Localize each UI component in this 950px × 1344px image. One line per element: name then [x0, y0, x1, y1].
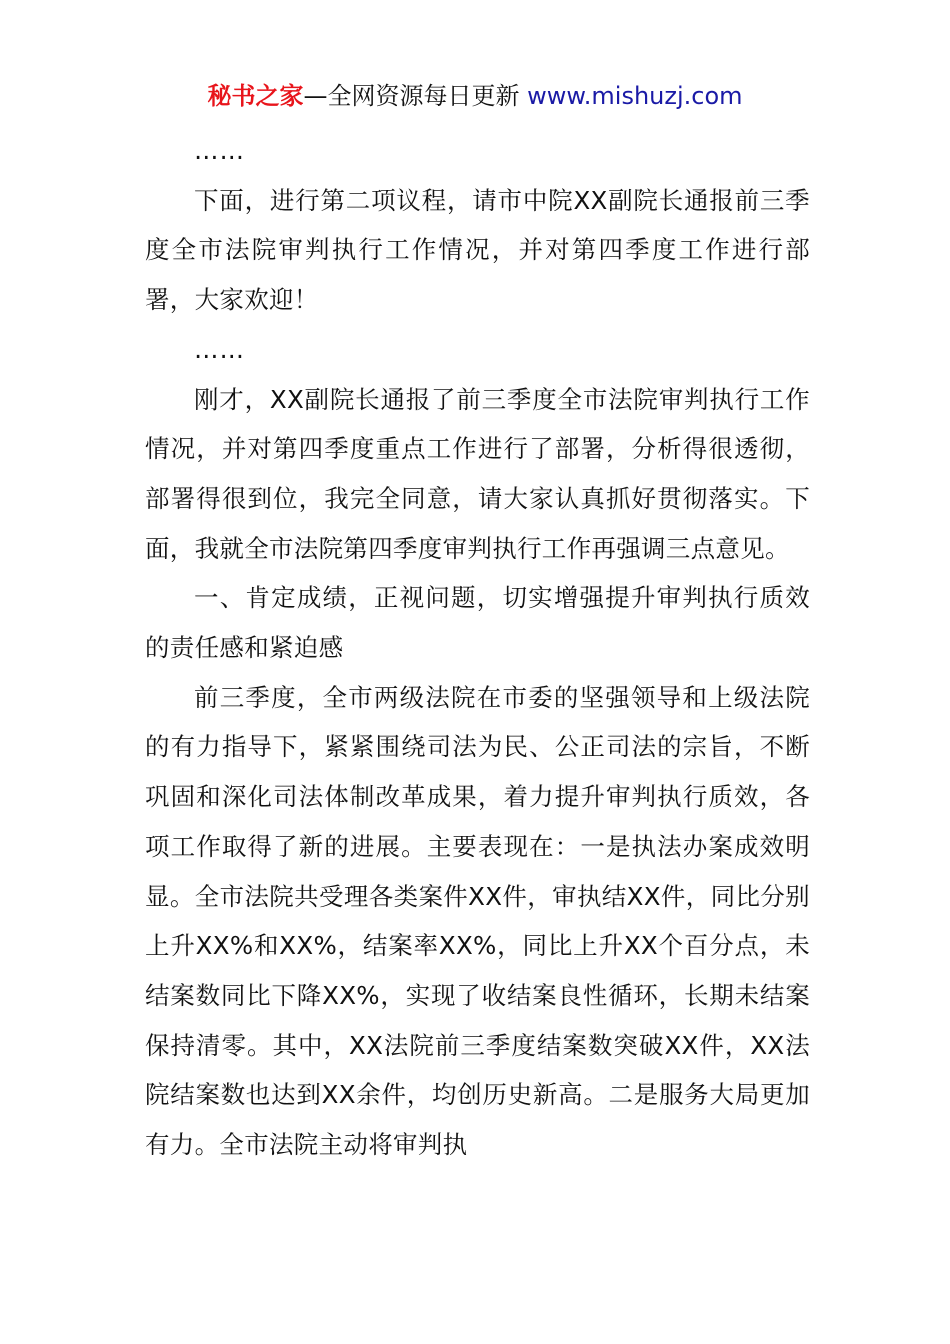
document-body	[145, 126, 810, 1170]
body-paragraph: 下面，进行第二项议程，请市中院XX副院长通报前三季度全市法院审判执行工作情况，并对第四季度工作进行部署，大家欢迎！	[145, 185, 810, 315]
site-tagline: —全网资源每日更新	[303, 82, 520, 110]
section-heading: 一、肯定成绩，正视问题，切实增强提升审判执行质效的责任感和紧迫感	[145, 583, 810, 663]
body-paragraph: 刚才，XX副院长通报了前三季度全市法院审判执行工作情况，并对第四季度重点工作进行了部署，分析得很透彻，部署得很到位，我完全同意，请大家认真抓好贯彻落实。下面，我就全市法院第四季度审判执行工作再强调三点意见。	[145, 384, 810, 563]
body-paragraph: 前三季度，全市两级法院在市委的坚强领导和上级法院的有力指导下，紧紧围绕司法为民、公正司法的宗旨，不断巩固和深化司法体制改革成果，着力提升审判执行质效，各项工作取得了新的进展。主要表现在：一是执法办案成效明显。全市法院共受理各类案件XX件，审执结XX件，同比分别上升XX%和XX%，结案率XX%，同比上升XX个百分点，未结案数同比下降XX%，实现了收结案良性循环，长期未结案保持清零。其中，XX法院前三季度结案数突破XX件，XX法院结案数也达到XX余件，均创历史新高。二是服务大局更加有力。全市法院主动将审判执	[145, 682, 810, 1160]
site-brand: 秘书之家	[207, 82, 304, 110]
ellipsis-line: ……	[194, 136, 245, 165]
ellipsis-line: ……	[194, 334, 245, 364]
site-header	[0, 80, 950, 112]
site-url-link[interactable]: www.mishuzj.com	[527, 82, 743, 110]
